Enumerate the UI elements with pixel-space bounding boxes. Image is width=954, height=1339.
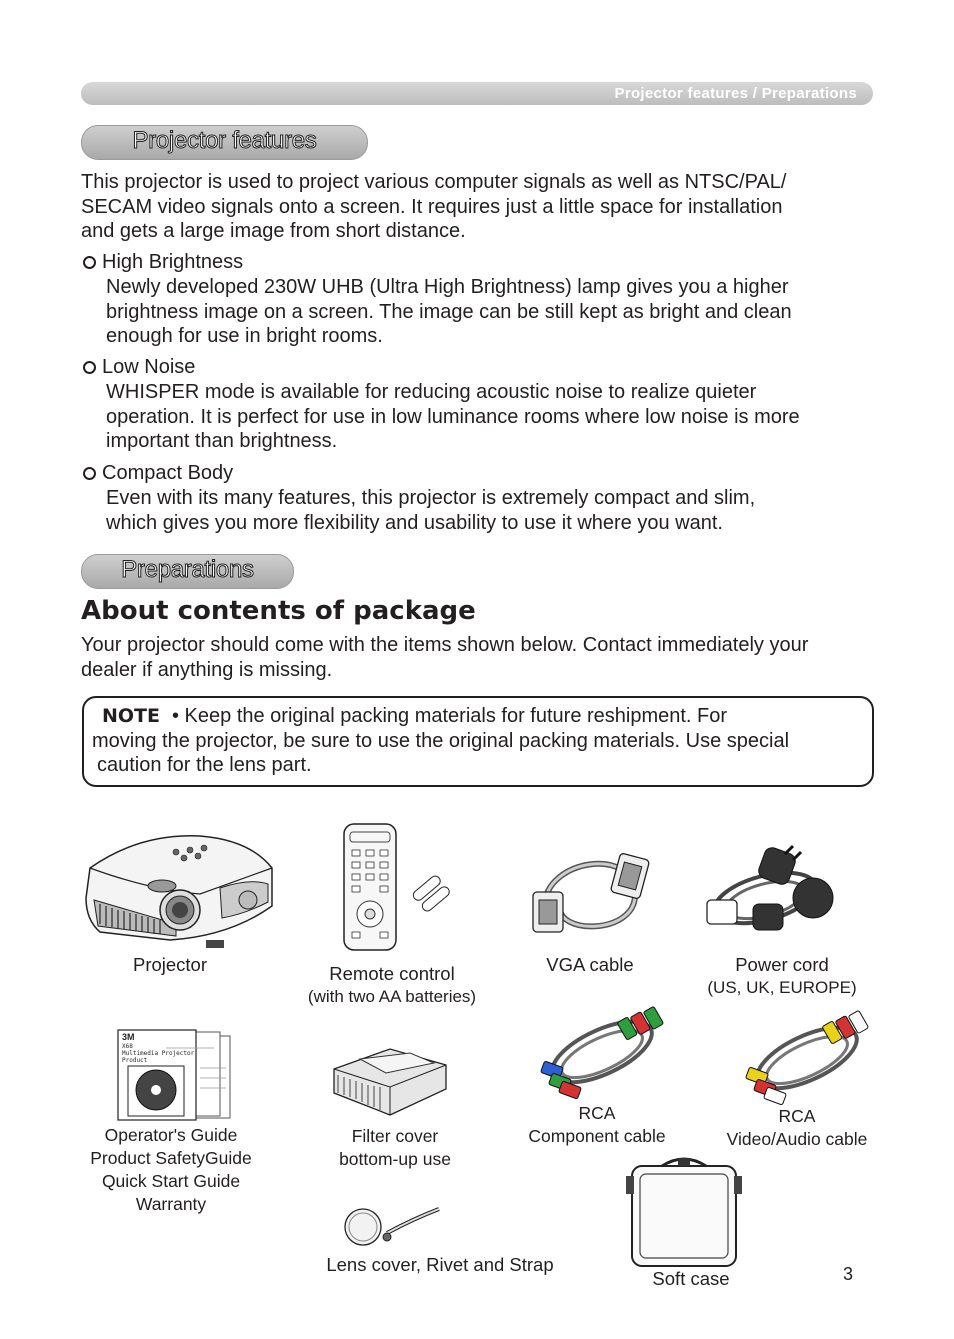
caption-vga-cable: VGA cable <box>546 954 634 975</box>
feature-body-high-brightness: Newly developed 230W UHB (Ultra High Brightness) lamp gives you a higher brightness image on a screen. The image can be still kept as bright and clean enough for use in bright rooms. <box>106 276 792 347</box>
caption-power-cord: Power cord <box>735 954 829 975</box>
feature-heading-low-noise: Low Noise <box>83 355 195 379</box>
section-title-pill <box>81 125 368 160</box>
subsection-title: About contents of package <box>81 596 476 626</box>
caption-rca-video-audio: RCA Video/Audio cable <box>726 1106 868 1149</box>
caption-rca-component: RCA Component cable <box>528 1103 666 1146</box>
note-text: NOTE • Keep the original packing materials for future reshipment. For moving the projector, be sure to use the original packing materials. Use special caution for the lens part. <box>92 705 790 776</box>
doc-cover-line: Product <box>122 1057 148 1064</box>
running-header-title: Projector features / Preparations <box>614 85 857 102</box>
doc-model: X68 <box>122 1043 133 1050</box>
feature-body-low-noise: WHISPER mode is available for reducing acoustic noise to realize quieter operation. It is perfect for use in low luminance rooms where low noise is more important than brightness. <box>106 381 800 452</box>
section-title-pill <box>81 554 294 589</box>
running-header-bar <box>81 82 873 105</box>
feature-heading-high-brightness: High Brightness <box>83 250 243 274</box>
intro-paragraph <box>81 170 881 244</box>
vga-cable-illustration <box>525 850 655 945</box>
lens-cover-illustration <box>343 1205 443 1255</box>
intro-line: and gets a large image from short distance. <box>81 220 466 242</box>
projector-illustration <box>80 828 280 950</box>
rca-component-cable-illustration <box>540 1006 665 1096</box>
caption-remote-control-sub: (with two AA batteries) <box>307 987 477 1006</box>
section-title-projector-features: Projector features <box>132 127 317 154</box>
caption-remote-control: Remote control <box>329 963 455 984</box>
section-title-preparations: Preparations <box>121 556 254 583</box>
bullet-circle-icon <box>83 256 96 269</box>
rca-video-audio-cable-illustration <box>745 1010 870 1100</box>
caption-soft-case: Soft case <box>652 1268 730 1289</box>
page-number: 3 <box>843 1264 854 1284</box>
intro-line: SECAM video signals onto a screen. It requires just a little space for installation <box>81 195 783 218</box>
caption-projector: Projector <box>132 954 208 975</box>
intro-line: This projector is used to project various computer signals as well as NTSC/PAL/ <box>81 171 787 193</box>
caption-lens-cover: Lens cover, Rivet and Strap <box>326 1254 554 1275</box>
caption-filter-cover: Filter cover bottom-up use <box>339 1126 451 1169</box>
feature-body-compact-body: Even with its many features, this projector is extremely compact and slim, which gives you more flexibility and usability to use it where you want. <box>106 487 756 534</box>
caption-documents: Operator's Guide Product SafetyGuide Quick Start Guide Warranty <box>90 1125 252 1214</box>
power-cord-illustration <box>703 848 848 943</box>
bullet-circle-icon <box>83 467 96 480</box>
doc-logo: 3M <box>122 1032 135 1042</box>
remote-control-illustration <box>340 822 460 952</box>
soft-case-illustration <box>622 1152 747 1270</box>
package-intro: Your projector should come with the items shown below. Contact immediately your dealer if anything is missing. <box>81 634 809 681</box>
filter-cover-illustration <box>330 1045 450 1120</box>
doc-cover-line: Multimedia Projector <box>122 1050 195 1057</box>
bullet-circle-icon <box>83 361 96 374</box>
note-label: NOTE <box>102 705 160 727</box>
caption-power-cord-sub: (US, UK, EUROPE) <box>707 978 857 997</box>
feature-heading-compact-body: Compact Body <box>83 461 233 485</box>
